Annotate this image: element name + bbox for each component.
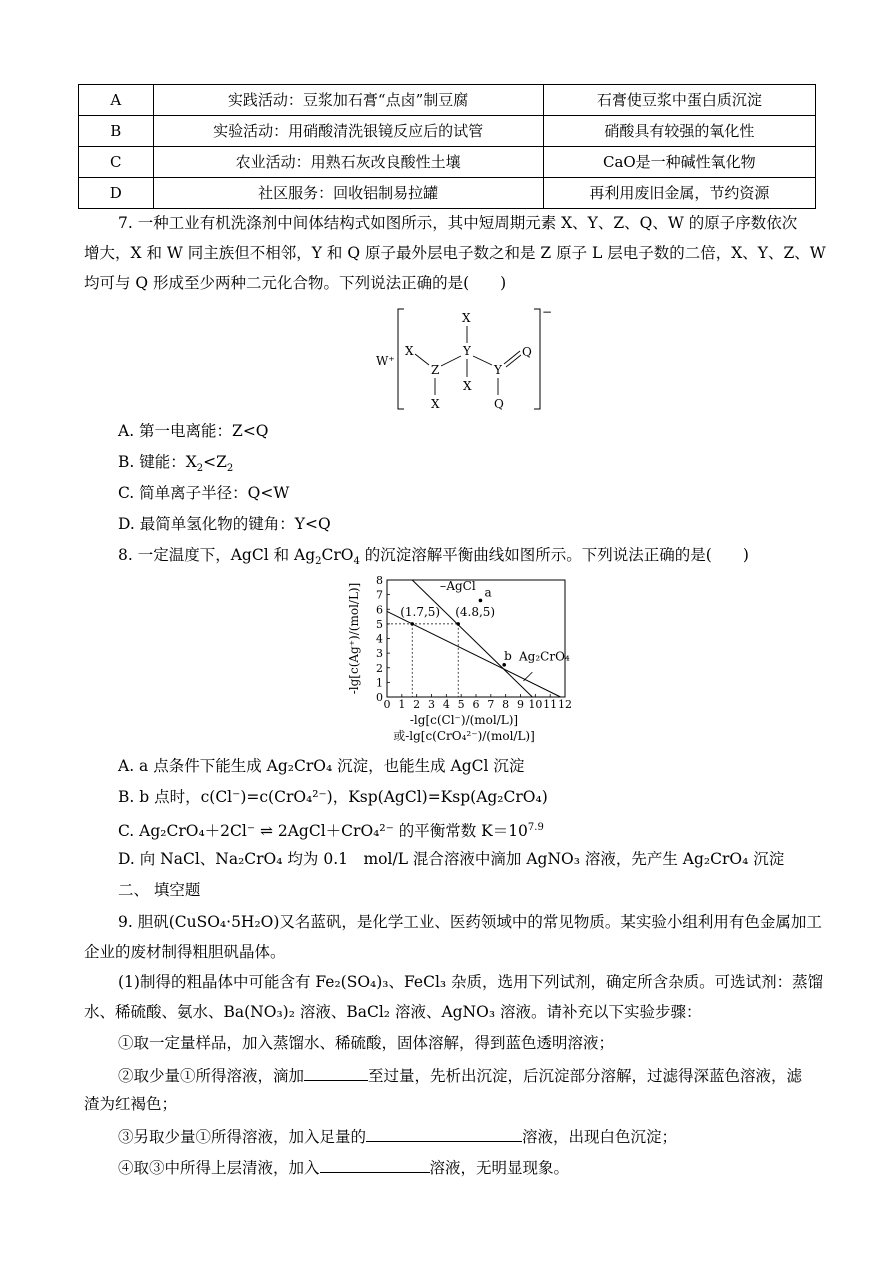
atom-q-bottom: Q	[494, 397, 504, 411]
x-tick-label: 7	[487, 698, 495, 711]
structure-formula	[370, 305, 560, 413]
q9-part1-line2: 水、稀硫酸、氨水、Ba(NO₃)₂ 溶液、BaCl₂ 溶液、AgNO₃ 溶液。请补充以下实验步骤：	[84, 1003, 702, 1021]
activity-cell: 实践活动：豆浆加石膏“点卤”制豆腐	[153, 85, 543, 116]
explanation-cell: 硝酸具有较强的氧化性	[543, 116, 815, 147]
q9-intro-line2: 企业的废材制得粗胆矾晶体。	[84, 943, 286, 961]
w-plus-label: W⁺	[376, 354, 395, 368]
series-label-agcl: AgCl	[446, 579, 476, 594]
q7-line3: 均可与 Q 形成至少两种二元化合物。下列说法正确的是( )	[84, 274, 507, 292]
activity-cell: 农业活动：用熟石灰改良酸性土壤	[153, 147, 543, 178]
x-tick-label: 9	[517, 698, 524, 711]
series-label-leader-ag2cro4	[523, 672, 532, 681]
answer-blank-1[interactable]	[304, 1064, 368, 1081]
q9-step4: ④取③中所得上层清液，加入 溶液，无明显现象。	[118, 1156, 569, 1178]
explanation-cell: CaO是一种碱性氧化物	[543, 147, 815, 178]
data-point-3	[502, 663, 506, 667]
series-line-0	[412, 580, 532, 697]
y-tick-label: 6	[376, 603, 383, 617]
option-cell: B	[79, 116, 154, 147]
activity-cell: 社区服务：回收铝制易拉罐	[153, 178, 543, 209]
series-label-ag2cro4: Ag₂CrO₄	[519, 649, 570, 664]
explanation-cell: 再利用废旧金属，节约资源	[543, 178, 815, 209]
table-row	[79, 178, 816, 209]
atom-x-topleft: X	[405, 344, 414, 358]
option-cell: A	[79, 85, 154, 116]
q7-line2: 增大，X 和 W 同主族但不相邻，Y 和 Q 原子最外层电子数之和是 Z 原子 L 层电子数的二倍，X、Y、Z、W	[84, 244, 826, 262]
q7-option-a: A. 第一电离能：Z<Q	[118, 422, 269, 440]
point-label-2: a	[484, 585, 492, 600]
y-axis-label: -lg[c(Ag⁺)/(mol/L)]	[347, 582, 361, 695]
q7-option-d: D. 最简单氢化物的键角：Y<Q	[118, 515, 331, 533]
q9-step3: ③另取少量①所得溶液，加入足量的 溶液，出现白色沉淀；	[118, 1125, 677, 1147]
answer-blank-2[interactable]	[366, 1125, 522, 1142]
q8-option-b: B. b 点时，c(Cl⁻)=c(CrO₄²⁻)，Ksp(AgCl)=Ksp(Ag₂CrO₄)	[118, 788, 548, 806]
y-tick-label: 4	[376, 632, 383, 646]
x-tick-label: 10	[528, 698, 543, 711]
q8-stem: 8. 一定温度下，AgCl 和 $Ag_2CrO_4$ 的沉淀溶解平衡曲线如图所示。下列说法正确的是( )	[118, 546, 749, 568]
q7-line1: 7. 一种工业有机洗涤剂中间体结构式如图所示，其中短周期元素 X、Y、Z、Q、W 的原子序数依次	[118, 214, 798, 232]
y-tick-label: 7	[376, 588, 383, 602]
table-row	[79, 85, 816, 116]
x-tick-label: 2	[413, 698, 421, 711]
q7-option-c: C. 简单离子半径：Q<W	[118, 484, 290, 502]
q9-intro-line1: 9. 胆矾(CuSO₄·5H₂O)又名蓝矾，是化学工业、医药领域中的常见物质。某实验小组利用有色金属加工	[118, 913, 822, 931]
x-tick-label: 4	[442, 698, 450, 711]
x-tick-label: 1	[398, 698, 406, 711]
option-cell: C	[79, 147, 154, 178]
section-heading: 二、 填空题	[118, 881, 201, 899]
y-tick-label: 3	[376, 647, 383, 661]
y-tick-label: 2	[376, 661, 383, 675]
data-point-1	[456, 622, 460, 626]
x-tick-label: 6	[472, 698, 480, 711]
q9-step2: ②取少量①所得溶液，滴加 至过量，先析出沉淀，后沉淀部分溶解，过滤得深蓝色溶液，滤	[118, 1064, 802, 1086]
y-tick-label: 1	[376, 676, 383, 690]
atom-y-right: Y	[494, 363, 502, 377]
atom-z: Z	[431, 363, 440, 377]
x-tick-label: 5	[457, 698, 465, 711]
activity-cell: 实验活动：用硝酸清洗银镜反应后的试管	[153, 116, 543, 147]
atom-x-bottom: X	[431, 397, 440, 411]
atom-y-center: Y	[463, 344, 471, 358]
data-point-2	[479, 599, 483, 603]
atom-x-under-y: X	[463, 379, 472, 393]
atom-q-right: Q	[522, 345, 532, 359]
q8-option-c: C. Ag₂CrO₄＋2Cl⁻ ⇌ 2AgCl＋CrO₄²⁻ 的平衡常数 $K=10^{7.9}$	[118, 822, 544, 841]
x-axis-label-line2: 或-lg[c(CrO₄²⁻)/(mol/L)]	[393, 729, 535, 743]
x-tick-label: 11	[543, 698, 558, 711]
x-tick-label: 3	[428, 698, 435, 711]
table-row	[79, 147, 816, 178]
q8-option-a: A. a 点条件下能生成 Ag₂CrO₄ 沉淀，也能生成 AgCl 沉淀	[118, 757, 525, 775]
table-row	[79, 116, 816, 147]
q8-option-d: D. 向 NaCl、Na₂CrO₄ 均为 0.1 mol/L 混合溶液中滴加 AgNO₃ 溶液，先产生 Ag₂CrO₄ 沉淀	[118, 850, 785, 868]
y-tick-label: 0	[376, 691, 383, 704]
atom-x-top: X	[462, 311, 471, 325]
option-cell: D	[79, 178, 154, 209]
answer-blank-3[interactable]	[320, 1156, 430, 1173]
charge-label: −	[542, 305, 553, 319]
y-tick-label: 8	[376, 574, 383, 587]
x-axis-label-line1: -lg[c(Cl⁻)/(mol/L)]	[409, 713, 519, 727]
q9-part1-line1: (1)制得的粗晶体中可能含有 Fe₂(SO₄)₃、FeCl₃ 杂质，选用下列试剂，确定所含杂质。可选试剂：蒸馏	[118, 973, 824, 991]
y-tick-label: 5	[376, 617, 383, 631]
point-label-3: b	[504, 648, 512, 663]
point-label-1: (4.8,5)	[455, 604, 496, 619]
x-tick-label: 8	[502, 698, 510, 711]
solubility-chart	[345, 572, 585, 750]
data-point-0	[410, 622, 414, 626]
q7-option-b: B. 键能：$X_2<Z_2$	[118, 453, 234, 475]
x-tick-label: 12	[558, 698, 572, 711]
x-tick-label: 0	[383, 698, 391, 711]
answer-table	[78, 84, 816, 209]
plot-frame	[387, 580, 565, 697]
explanation-cell: 石膏使豆浆中蛋白质沉淀	[543, 85, 815, 116]
q9-step2-cont: 渣为红褐色；	[84, 1095, 178, 1113]
q9-step1: ①取一定量样品，加入蒸馏水、稀硫酸，固体溶解，得到蓝色透明溶液；	[118, 1034, 615, 1052]
point-label-0: (1.7,5)	[400, 604, 441, 619]
